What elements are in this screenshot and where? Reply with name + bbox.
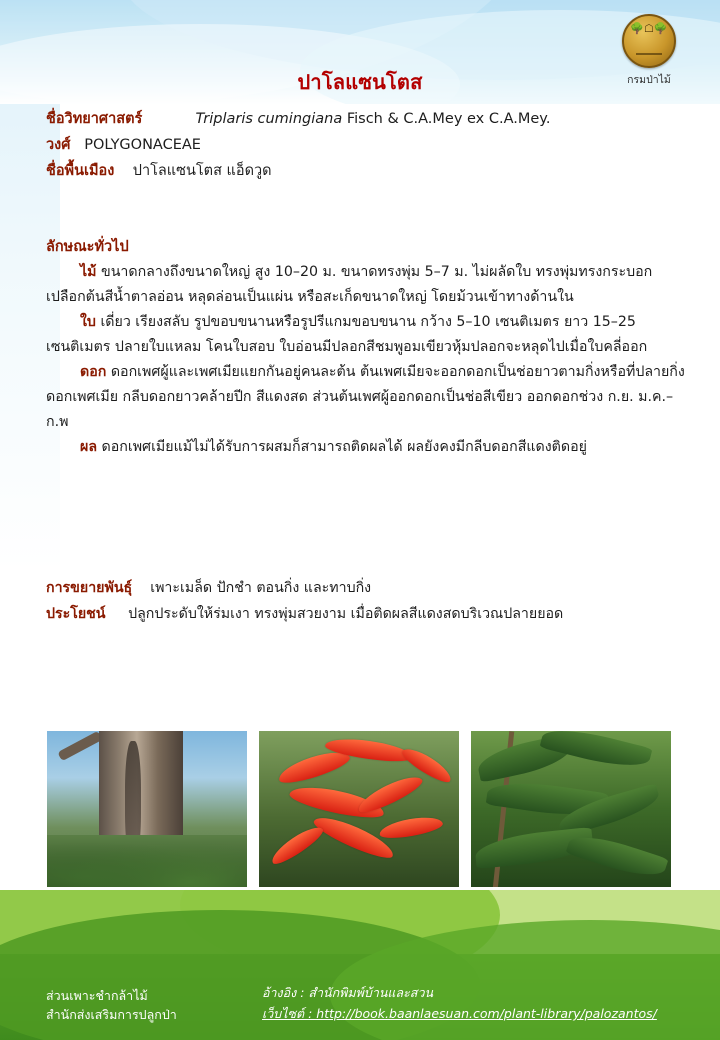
foliage-shape (47, 835, 248, 887)
seal-glyph: 🌳☖🌳 (630, 22, 668, 35)
general-characteristics-heading: ลักษณะทั่วไป (46, 239, 129, 255)
flower-shape (268, 822, 327, 869)
flower-shape (378, 814, 444, 842)
general-characteristics-section (46, 235, 686, 460)
local-name-value: ปาโลแซนโตส แอ็ดวูด (132, 163, 272, 179)
propagation-line (46, 575, 686, 601)
photo-flowers (258, 730, 460, 888)
photo-gallery (46, 730, 674, 888)
tree-paragraph (46, 260, 686, 310)
photo-leaves (470, 730, 672, 888)
flower-text: ดอกเพศผู้และเพศเมียแยกกันอยู่คนละต้น ต้นเพศเมียจะออกดอกเป็นช่อยาวตามกิ่งหรือที่ปลายกิ่ง ดอกเพศเมีย กลีบดอกยาวคล้ายปีก สีแดงสด ส่วนต้นเพศผู้ออกดอกเป็นช่อสีเขียว ออกดอกช่วง ก.ย. ม.ค.– ก.พ (46, 364, 685, 430)
family-value: POLYGONACEAE (84, 137, 201, 153)
forest-department-seal-icon (622, 14, 676, 68)
benefit-label: ประโยชน์ (46, 606, 106, 622)
flower-shape (355, 771, 426, 818)
family-line (46, 132, 686, 158)
leaf-text: เดี่ยว เรียงสลับ รูปขอบขนานหรือรูปรีแกมขอบขนาน กว้าง 5–10 เซนติเมตร ยาว 15–25 เซนติเมตร ปลายใบแหลม โคนใบสอบ ใบอ่อนมีปลอกสีชมพูอมเขียวหุ้มปลอกจะหลุดไปเมื่อใบคลี่ออก (46, 314, 648, 355)
propagation-value: เพาะเมล็ด ปักชำ ตอนกิ่ง และทาบกิ่ง (150, 580, 372, 596)
fruit-paragraph (46, 435, 686, 460)
flower-lead: ดอก (80, 364, 107, 380)
footer-website-link[interactable]: เว็บไซต์ : http://book.baanlaesuan.com/plant-library/palozantos/ (262, 1006, 657, 1021)
branch-shape (57, 731, 102, 761)
leaf-lead: ใบ (80, 314, 96, 330)
footer-organization (46, 986, 177, 1024)
footer-reference: อ้างอิง : สำนักพิมพ์บ้านและสวน (262, 985, 434, 1000)
fruit-lead: ผล (80, 439, 98, 455)
logo-label: กรมป่าไม้ (627, 74, 671, 86)
scientific-name-italic: Triplaris cumingiana (195, 111, 343, 127)
seal-bar (636, 53, 662, 55)
flower-paragraph (46, 360, 686, 435)
leaf-paragraph (46, 310, 686, 360)
footer-org-line1: ส่วนเพาะชำกล้าไม้ (46, 988, 148, 1003)
scientific-name-author: Fisch & C.A.Mey ex C.A.Mey. (346, 111, 551, 127)
scientific-name-label: ชื่อวิทยาศาสตร์ (46, 111, 143, 127)
propagation-label: การขยายพันธุ์ (46, 580, 133, 596)
fruit-text: ดอกเพศเมียแม้ไม่ได้รับการผสมก็สามารถติดผลได้ ผลยังคงมีกลีบดอกสีแดงติดอยู่ (101, 439, 587, 455)
footer-source (262, 982, 657, 1024)
tree-text: ขนาดกลางถึงขนาดใหญ่ สูง 10–20 ม. ขนาดทรงพุ่ม 5–7 ม. ไม่ผลัดใบ ทรงพุ่มทรงกระบอก เปลือกต้นสีน้ำตาลอ่อน หลุดล่อนเป็นแผ่น หรือสะเก็ดขนาดใหญ่ โดยม้วนเข้าทางด้านใน (46, 264, 653, 305)
photo-trunk (46, 730, 248, 888)
tree-lead: ไม้ (80, 264, 97, 280)
local-name-line (46, 158, 686, 184)
benefit-value: ปลูกประดับให้ร่มเงา ทรงพุ่มสวยงาม เมื่อติดผลสีแดงสดบริเวณปลายยอด (128, 606, 564, 622)
benefit-line (46, 601, 686, 627)
page-title: ปาโลแซนโตส (297, 70, 423, 94)
scientific-name-line (46, 106, 686, 132)
plant-meta-block (46, 106, 686, 184)
propagation-benefit-section (46, 575, 686, 627)
local-name-label: ชื่อพื้นเมือง (46, 163, 115, 179)
footer-org-line2: สำนักส่งเสริมการปลูกป่า (46, 1007, 177, 1022)
family-label: วงศ์ (46, 137, 71, 153)
